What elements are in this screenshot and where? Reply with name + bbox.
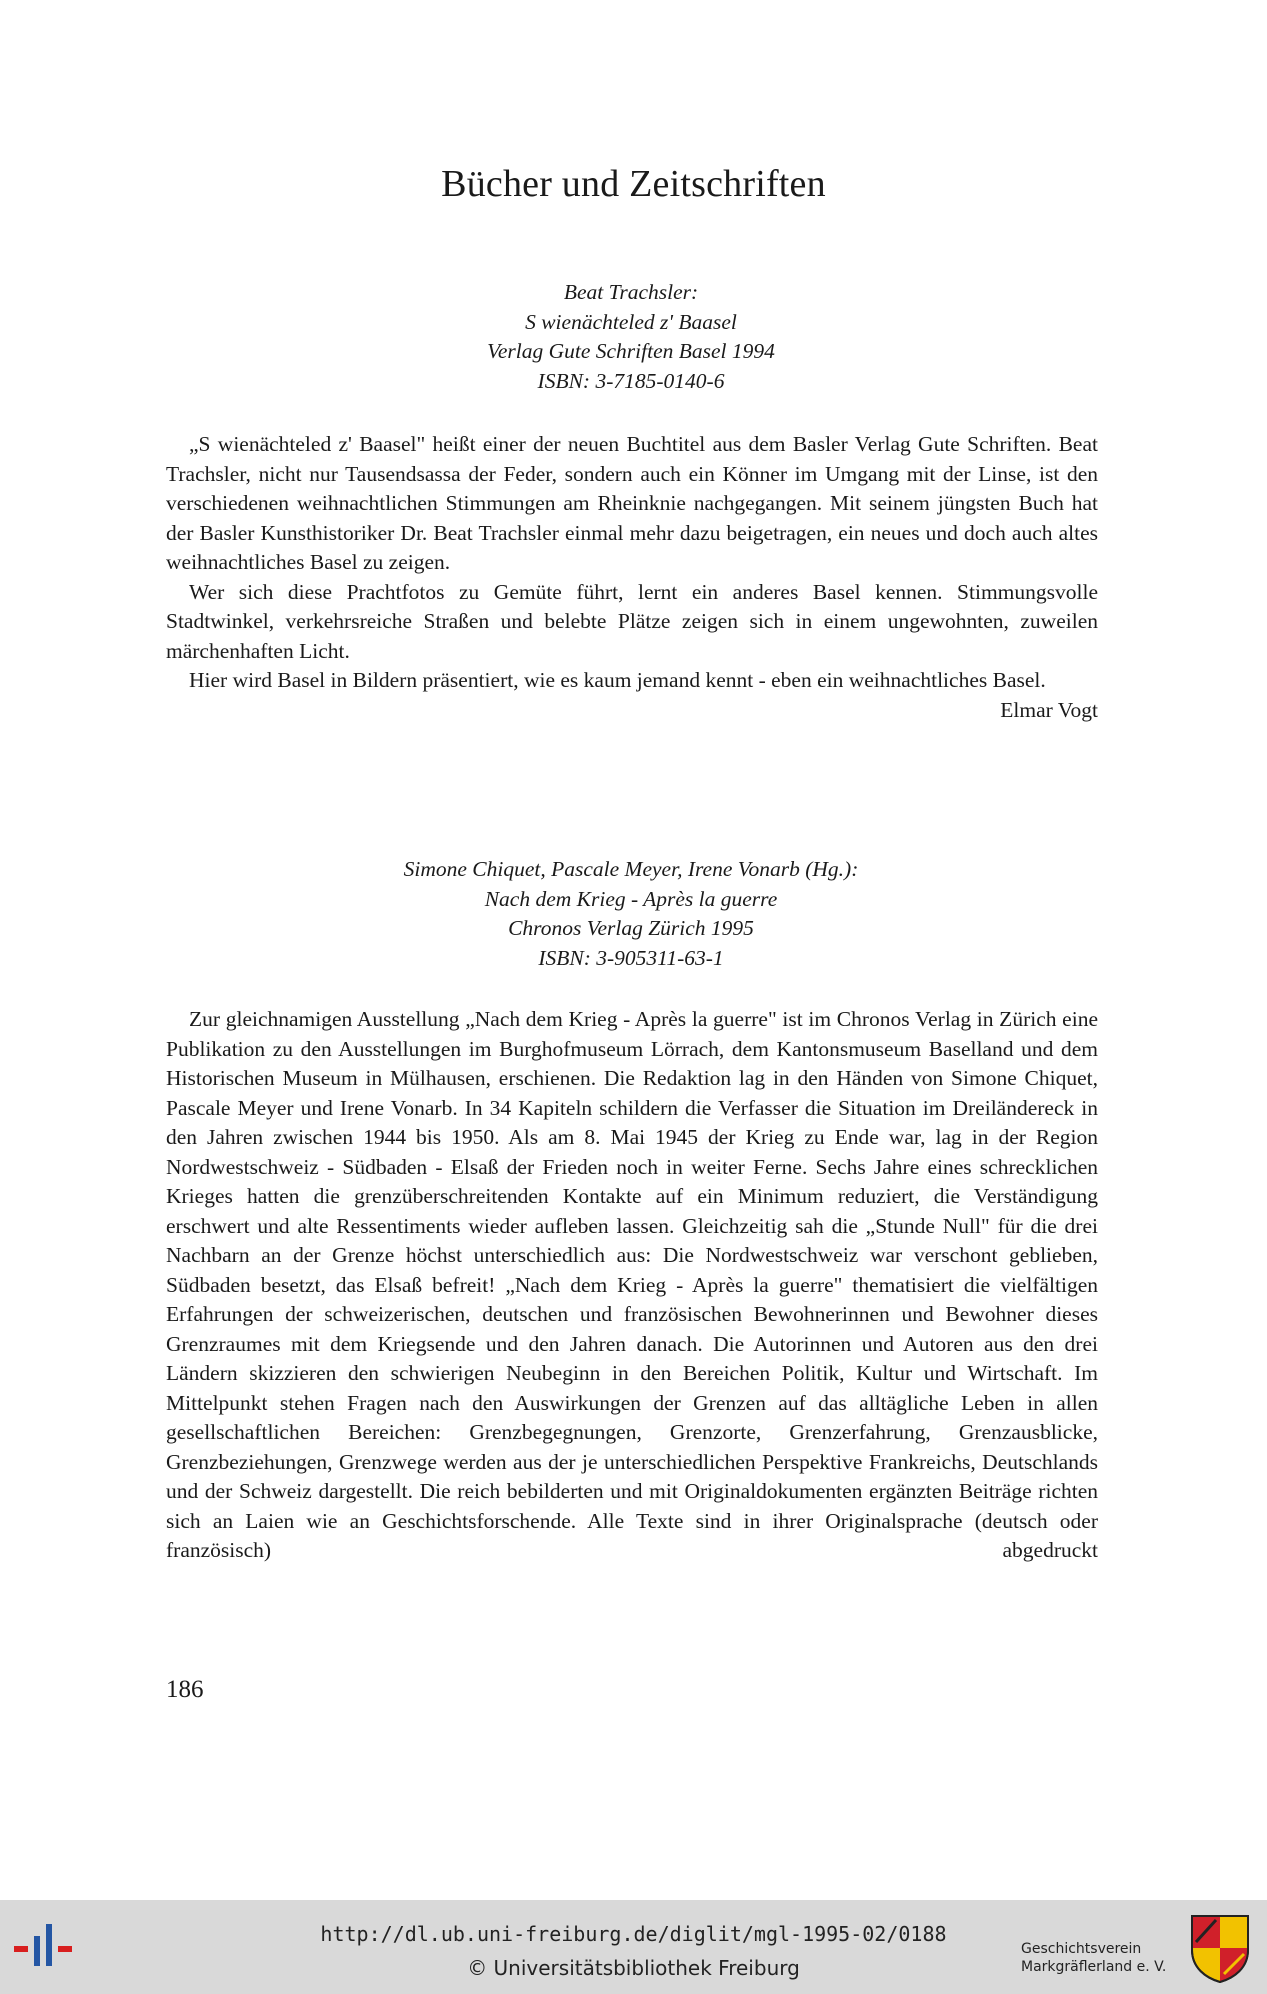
review2-book-title: Nach dem Krieg - Après la guerre bbox=[484, 886, 778, 911]
society-line1: Geschichtsverein bbox=[1021, 1941, 1142, 1957]
review1-book-title: S wienächteled z' Baasel bbox=[525, 309, 737, 334]
review1-bibliography bbox=[166, 278, 1096, 396]
markgraeflerland-crest-icon bbox=[1188, 1912, 1252, 1984]
review1-body bbox=[166, 430, 1098, 725]
review2-publisher: Chronos Verlag Zürich 1995 bbox=[508, 916, 754, 940]
review1-publisher: Verlag Gute Schriften Basel 1994 bbox=[487, 339, 775, 363]
review1-paragraph-final bbox=[166, 666, 1098, 722]
review2-body bbox=[166, 1005, 1098, 1566]
review1-isbn: ISBN: 3-7185-0140-6 bbox=[537, 368, 725, 393]
society-name bbox=[1021, 1940, 1166, 1976]
page-number: 186 bbox=[166, 1676, 204, 1703]
footer-copyright: © Universitätsbibliothek Freiburg bbox=[467, 1956, 800, 1980]
review1-author: Beat Trachsler: bbox=[563, 280, 699, 304]
review2-paragraph: Zur gleichnamigen Ausstellung „Nach dem Krieg - Après la guerre" ist im Chronos Verlag in Zürich eine Publikation zu den Ausstellungen im Burghofmuseum Lörrach, dem Kantonsmuseum Baselland und dem Historischen Museum in Mülhausen, erschienen. Die Redaktion lag in den Händen von Simone Chiquet, Pascale Meyer und Irene Vonarb. In 34 Kapiteln schildern die Verfasser die Situation im Dreiländereck in den Jahren zwischen 1944 bis 1950. Als am 8. Mai 1945 der Krieg zu Ende war, lag in der Region Nordwestschweiz - Südbaden - Elsaß der Frieden noch in weiter Ferne. Sechs Jahre eines schrecklichen Krieges hatten die grenzüberschreitenden Kontakte auf ein Minimum reduziert, die Verständigung erschwert und alte Ressentiments wieder aufleben lassen. Gleichzeitig sah die „Stunde Null" für die drei Nachbarn an der Grenze höchst unterschiedlich aus: Die Nordwestschweiz war verschont geblieben, Südbaden besetzt, das Elsaß befreit! „Nach dem Krieg - Après la guerre" thematisiert die vielfältigen Erfahrungen der schweizerischen, deutschen und französischen Bewohnerinnen und Bewohner dieses Grenzraumes mit dem Kriegsende und den Jahren danach. Die Autorinnen und Autoren aus den drei Ländern skizzieren den schwierigen Neubeginn in den Bereichen Politik, Kultur und Wirtschaft. Im Mittelpunkt stehen Fragen nach den Auswirkungen der Grenzen auf das alltägliche Leben in allen gesellschaftlichen Bereichen: Grenzbegegnungen, Grenzorte, Grenzerfahrung, Grenzausblicke, Grenzbeziehungen, Grenzwege werden aus der je unterschiedlichen Perspektive Frankreichs, Deutschlands und der Schweiz dargestellt. Die reich bebilderten und mit Originaldokumenten ergänzten Beiträge richten sich an Laien wie an Geschichtsforschende. Alle Texte sind in ihrer Originalsprache (deutsch oder französisch) abgedruckt bbox=[166, 1007, 1098, 1562]
review2-author: Simone Chiquet, Pascale Meyer, Irene Vonarb (Hg.): bbox=[403, 857, 859, 881]
society-line2: Markgräflerland e. V. bbox=[1021, 1959, 1167, 1975]
footer-url[interactable]: http://dl.ub.uni-freiburg.de/diglit/mgl-1995-02/0188 bbox=[320, 1922, 947, 1946]
review2-isbn: ISBN: 3-905311-63-1 bbox=[538, 945, 724, 970]
review1-paragraph: Wer sich diese Prachtfotos zu Gemüte führt, lernt ein anderes Basel kennen. Stimmungsvolle Stadtwinkel, verkehrsreiche Straßen und belebte Plätze zeigen sich in einem ungewohnten, zuweilen märchenhaften Licht. bbox=[166, 579, 1098, 663]
footer-bar bbox=[0, 1900, 1267, 1994]
review1-paragraph-text: Hier wird Basel in Bildern präsentiert, wie es kaum jemand kennt - eben ein weihnachtliches Basel. bbox=[189, 668, 1046, 692]
review1-paragraph: „S wienächteled z' Baasel" heißt einer der neuen Buchtitel aus dem Basler Verlag Gute Schriften. Beat Trachsler, nicht nur Tausendsassa der Feder, sondern auch ein Könner im Umgang mit der Linse, ist den verschiedenen weihnachtlichen Stimmungen am Rheinknie nachgegangen. Mit seinem jüngsten Buch hat der Basler Kunsthistoriker Dr. Beat Trachsler einmal mehr dazu beigetragen, ein neues und doch auch altes weihnachtliches Basel zu zeigen. bbox=[166, 432, 1098, 574]
review2-bibliography bbox=[166, 855, 1096, 973]
page-title: Bücher und Zeitschriften bbox=[441, 163, 826, 205]
review1-reviewer: Elmar Vogt bbox=[1000, 697, 1098, 722]
